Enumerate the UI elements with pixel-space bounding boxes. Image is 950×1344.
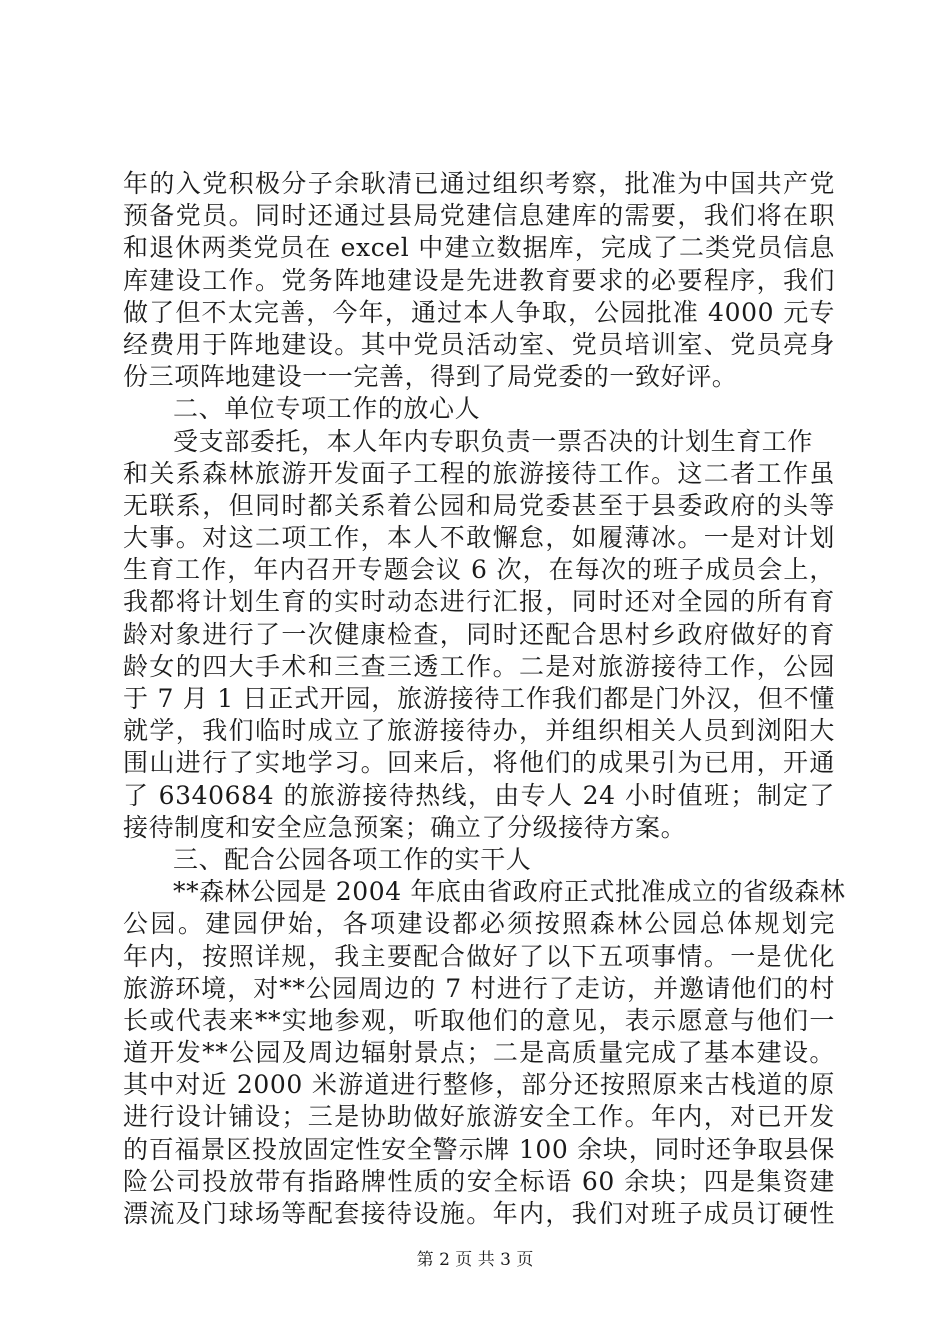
text-line: 围山进行了实地学习。回来后，将他们的成果引为已用，开通 xyxy=(123,748,835,778)
text-line: 龄对象进行了一次健康检查，同时还配合思村乡政府做好的育 xyxy=(123,619,835,649)
text-line: 我都将计划生育的实时动态进行汇报，同时还对全园的所有育 xyxy=(123,587,835,617)
text-line: 大事。对这二项工作，本人不敢懈怠，如履薄冰。一是对计划 xyxy=(123,523,835,553)
page-number-label: 第 2 页 共 3 页 xyxy=(416,1250,534,1270)
text-line: 于 7 月 1 日正式开园，旅游接待工作我们都是门外汉，但不懂 xyxy=(123,684,835,713)
text-line: 份三项阵地建设一一完善，得到了局党委的一致好评。 xyxy=(123,362,738,392)
text-line: 漂流及门球场等配套接待设施。年内，我们对班子成员订硬性 xyxy=(123,1199,835,1228)
text-line: 年的入党积极分子余耿清已通过组织考察，批准为中国共产党 xyxy=(123,169,835,198)
text-line: 年内，按照详规，我主要配合做好了以下五项事情。一是优化 xyxy=(123,941,835,971)
page-footer xyxy=(0,1245,950,1270)
text-line: 无联系，但同时都关系着公园和局党委甚至于县委政府的头等 xyxy=(123,490,835,520)
text-line: 其中对近 2000 米游道进行整修，部分还按照原来古栈道的原 xyxy=(123,1070,835,1100)
text-line: 旅游环境，对**公园周边的 7 村进行了走访，并邀请他们的村 xyxy=(123,973,835,1003)
text-line: 道开发**公园及周边辐射景点；二是高质量完成了基本建设。 xyxy=(123,1038,835,1068)
text-line: 的百福景区投放固定性安全警示牌 100 余块，同时还争取县保 xyxy=(123,1134,835,1164)
text-line: 了 6340684 的旅游接待热线，由专人 24 小时值班；制定了 xyxy=(123,780,835,810)
text-line: **森林公园是 2004 年底由省政府正式批准成立的省级森林 xyxy=(173,877,846,907)
section-heading: 二、单位专项工作的放心人 xyxy=(173,394,481,424)
document-body xyxy=(123,168,846,1230)
text-line: 就学，我们临时成立了旅游接待办，并组织相关人员到浏阳大 xyxy=(123,716,835,746)
text-line: 做了但不太完善，今年，通过本人争取，公园批准 4000 元专 xyxy=(123,297,835,327)
section-heading: 三、配合公园各项工作的实干人 xyxy=(173,844,532,874)
text-line: 预备党员。同时还通过县局党建信息建库的需要，我们将在职 xyxy=(123,201,835,231)
text-line: 和关系森林旅游开发面子工程的旅游接待工作。这二者工作虽 xyxy=(123,458,835,488)
text-line: 龄女的四大手术和三查三透工作。二是对旅游接待工作，公园 xyxy=(123,651,835,681)
text-line: 进行设计铺设；三是协助做好旅游安全工作。年内，对已开发 xyxy=(123,1102,835,1132)
text-line: 生育工作，年内召开专题会议 6 次，在每次的班子成员会上， xyxy=(123,555,835,585)
text-line: 险公司投放带有指路牌性质的安全标语 60 余块；四是集资建 xyxy=(123,1166,835,1196)
text-line: 接待制度和安全应急预案；确立了分级接待方案。 xyxy=(123,812,687,842)
text-line: 受支部委托，本人年内专职负责一票否决的计划生育工作 xyxy=(173,426,814,456)
text-line: 和退休两类党员在 excel 中建立数据库，完成了二类党员信息 xyxy=(123,233,835,263)
text-line: 公园。建园伊始，各项建设都必须按照森林公园总体规划完 xyxy=(123,909,835,939)
text-line: 长或代表来**实地参观，听取他们的意见，表示愿意与他们一 xyxy=(123,1005,835,1035)
text-line: 经费用于阵地建设。其中党员活动室、党员培训室、党员亮身 xyxy=(123,329,835,359)
text-line: 库建设工作。党务阵地建设是先进教育要求的必要程序，我们 xyxy=(123,265,835,295)
